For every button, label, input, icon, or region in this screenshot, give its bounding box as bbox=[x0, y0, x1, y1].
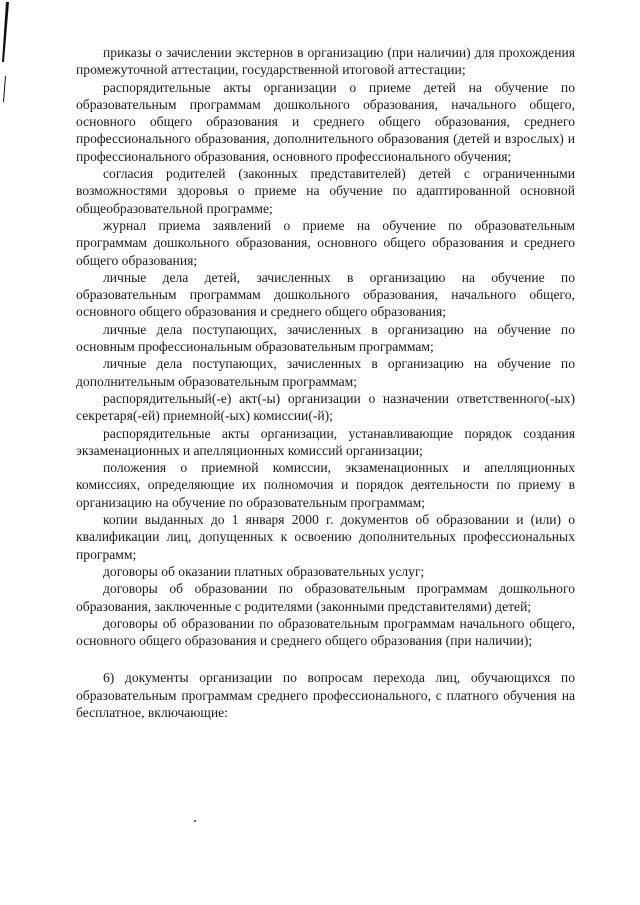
list-item: копии выданных до 1 января 2000 г. документов об образовании и (или) о квалификации лиц, допущенных к освоению дополнительных профессиональных программ; bbox=[76, 512, 575, 562]
scan-artifact-mark bbox=[0, 2, 10, 64]
list-item: договоры об оказании платных образовательных услуг; bbox=[103, 563, 425, 579]
list-item: личные дела детей, зачисленных в организацию на обучение по образовательным программам дошкольного образования, начального общего, основного общего образования и среднего общего образования; bbox=[76, 269, 575, 320]
list-item: положения о приемной комиссии, экзаменационных и апелляционных комиссиях, определяющие их полномочия и порядок деятельности по приему в организацию на обучение по образовательным программам; bbox=[76, 460, 575, 510]
list-item: журнал приема заявлений о приеме на обучение по образовательным программам дошкольного образования, основного общего образования и среднего общего образования; bbox=[76, 217, 575, 268]
list-item: личные дела поступающих, зачисленных в организацию на обучение по основным профессиональным образовательным программам; bbox=[76, 321, 575, 355]
list-item: приказы о зачислении экстернов в организацию (при наличии) для прохождения промежуточной аттестации, государственной итоговой аттестации; bbox=[76, 45, 575, 78]
list-item: распорядительные акты организации о приеме детей на обучение по образовательным программам дошкольного образования, начального общего, основного общего образования и среднего общего образования, среднего профессионального образования, дополнительного образования (детей и взрослых) и профессионального образования, основного профессионального обучения; bbox=[76, 79, 575, 164]
scan-dot bbox=[194, 820, 196, 822]
list-item: договоры об образовании по образовательным программам начального общего, основного общего образования и среднего общего образования (при наличии); bbox=[76, 615, 575, 649]
list-item: распорядительный(-е) акт(-ы) организации о назначении ответственного(-ых) секретаря(-ей) приемной(-ых) комиссии(-й); bbox=[76, 390, 575, 424]
scan-artifact-mark bbox=[2, 76, 8, 102]
list-item: договоры об образовании по образовательным программам дошкольного образования, заключенные с родителями (законными представителями) детей; bbox=[76, 581, 575, 614]
document-body bbox=[76, 44, 575, 721]
list-item: согласия родителей (законных представителей) детей с ограниченными возможностями здоровья о приеме на обучение по адаптированной основной общеобразовательной программе; bbox=[76, 166, 575, 216]
section-paragraph: 6) документы организации по вопросам перехода лиц, обучающихся по образовательным программам среднего профессионального, с платного обучения на бесплатное, включающие: bbox=[76, 670, 575, 720]
list-item: личные дела поступающих, зачисленных в организацию на обучение по дополнительным образовательным программам; bbox=[76, 356, 575, 389]
list-item: распорядительные акты организации, устанавливающие порядок создания экзаменационных и апелляционных комиссий организации; bbox=[76, 425, 575, 458]
